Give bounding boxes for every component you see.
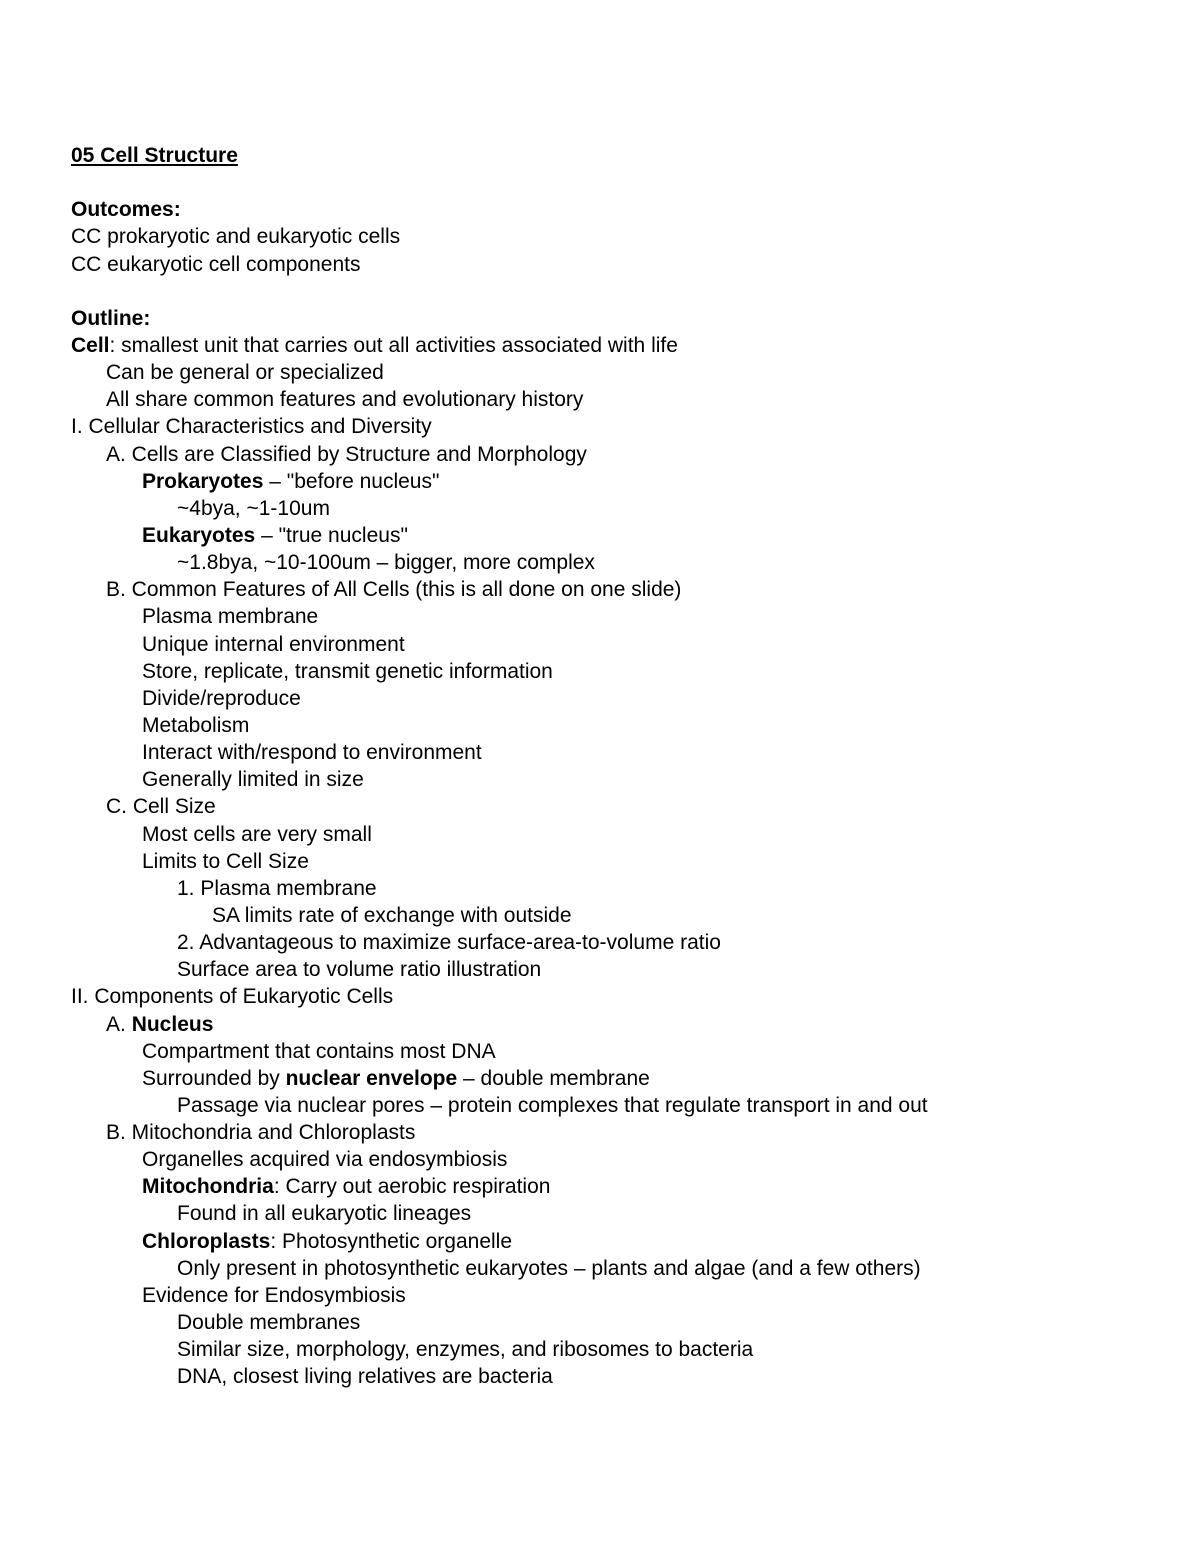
evidence-item: DNA, closest living relatives are bacteria [177, 1365, 553, 1389]
outline-heading: Outline: [71, 306, 151, 330]
cell-size-limit-detail: Surface area to volume ratio illustration [177, 958, 542, 982]
common-feature-item: Store, replicate, transmit genetic information [142, 659, 553, 683]
evidence-heading: Evidence for Endosymbiosis [142, 1283, 406, 1307]
nucleus-item-pre: Surrounded by [142, 1066, 286, 1090]
cell-size-item: Limits to Cell Size [142, 849, 309, 873]
nucleus-item-post: – double membrane [457, 1066, 650, 1090]
organelle-item: Organelles acquired via endosymbiosis [142, 1148, 508, 1172]
chloroplasts-term: Chloroplasts [142, 1229, 271, 1253]
common-feature-item: Unique internal environment [142, 632, 405, 656]
outcome-item: CC eukaryotic cell components [71, 252, 361, 276]
common-feature-item: Interact with/respond to environment [142, 741, 482, 765]
eukaryotes-term: Eukaryotes [142, 523, 256, 547]
cell-size-item: Most cells are very small [142, 822, 372, 846]
section1-c-heading: C. Cell Size [106, 795, 216, 819]
page-title: 05 Cell Structure [71, 144, 238, 167]
section2-a-prefix: A. [106, 1012, 132, 1036]
chloroplasts-def: : Photosynthetic organelle [270, 1229, 513, 1253]
nucleus-item: Compartment that contains most DNA [142, 1039, 496, 1063]
chloroplasts-detail: Only present in photosynthetic eukaryotes – plants and algae (and a few others) [177, 1256, 921, 1280]
cell-def-text: : smallest unit that carries out all activities associated with life [109, 333, 678, 357]
cell-term: Cell [71, 333, 110, 357]
cell-point: All share common features and evolutionary history [106, 388, 584, 412]
evidence-item: Similar size, morphology, enzymes, and ribosomes to bacteria [177, 1338, 754, 1362]
section1-heading: I. Cellular Characteristics and Diversity [71, 415, 432, 439]
chloroplasts-line [71, 1228, 1151, 1255]
eukaryotes-detail: ~1.8bya, ~10-100um – bigger, more complex [177, 551, 595, 575]
nucleus-item [71, 1065, 1151, 1092]
nucleus-term: Nucleus [131, 1012, 214, 1036]
section2-a-heading [71, 1011, 1151, 1038]
common-feature-item: Divide/reproduce [142, 686, 301, 710]
section1-b-heading: B. Common Features of All Cells (this is all done on one slide) [106, 578, 682, 602]
section1-a-heading: A. Cells are Classified by Structure and Morphology [106, 442, 587, 466]
common-feature-item: Plasma membrane [142, 605, 319, 629]
section2-heading: II. Components of Eukaryotic Cells [71, 985, 394, 1009]
cell-definition [71, 332, 1151, 359]
mitochondria-term: Mitochondria [142, 1175, 274, 1199]
common-feature-item: Metabolism [142, 713, 250, 737]
common-feature-item: Generally limited in size [142, 768, 364, 792]
outcome-item: CC prokaryotic and eukaryotic cells [71, 225, 401, 249]
eukaryotes-line [71, 522, 1151, 549]
cell-size-limit-detail: SA limits rate of exchange with outside [212, 903, 572, 927]
cell-size-limit: 1. Plasma membrane [177, 876, 377, 900]
eukaryotes-def: – "true nucleus" [255, 523, 408, 547]
prokaryotes-def: – "before nucleus" [263, 469, 440, 493]
nuclear-envelope-term: nuclear envelope [285, 1066, 458, 1090]
outcomes-heading: Outcomes: [71, 198, 181, 222]
prokaryotes-line [71, 468, 1151, 495]
document-body [71, 142, 1151, 1390]
mitochondria-def: : Carry out aerobic respiration [273, 1175, 551, 1199]
cell-size-limit: 2. Advantageous to maximize surface-area-to-volume ratio [177, 931, 721, 955]
spacer [71, 169, 1151, 196]
prokaryotes-term: Prokaryotes [142, 469, 264, 493]
prokaryotes-detail: ~4bya, ~1-10um [177, 496, 330, 520]
spacer [71, 278, 1151, 305]
mitochondria-line [71, 1173, 1151, 1200]
mitochondria-detail: Found in all eukaryotic lineages [177, 1202, 472, 1226]
nucleus-item-detail: Passage via nuclear pores – protein complexes that regulate transport in and out [177, 1093, 928, 1117]
section2-b-heading: B. Mitochondria and Chloroplasts [106, 1121, 416, 1145]
cell-point: Can be general or specialized [106, 361, 384, 385]
evidence-item: Double membranes [177, 1311, 361, 1335]
